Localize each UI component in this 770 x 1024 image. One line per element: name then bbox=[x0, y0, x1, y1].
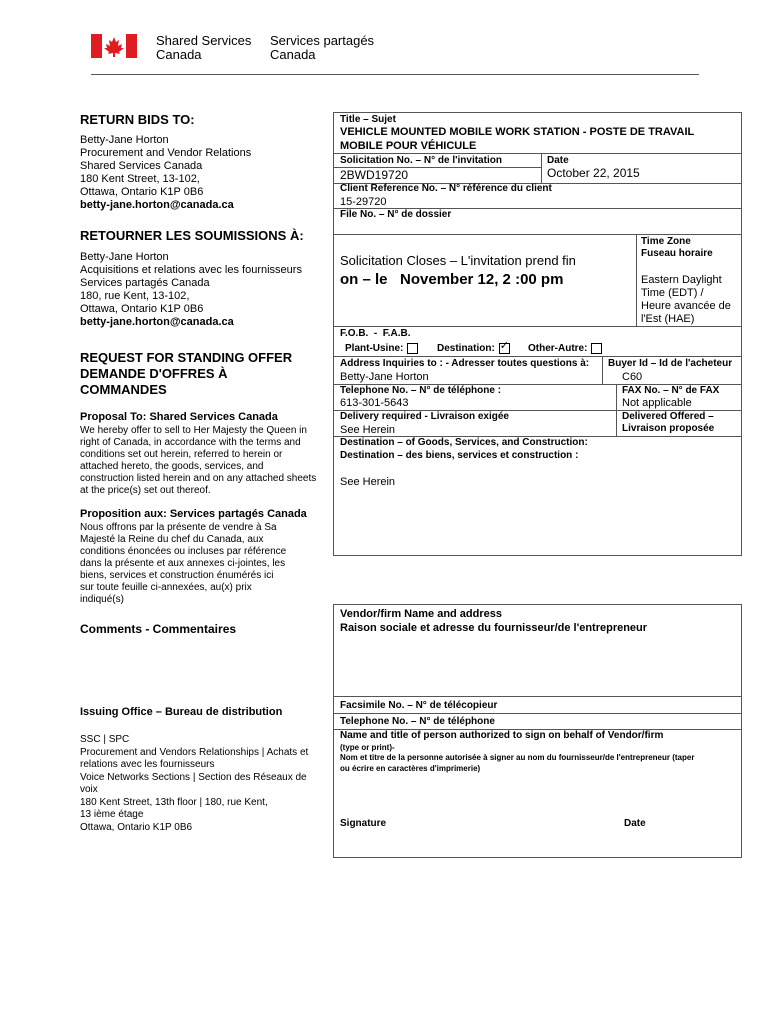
proposal-to-heading: Proposal To: Shared Services Canada bbox=[80, 411, 278, 423]
inquiries-value: Betty-Jane Horton bbox=[340, 371, 429, 383]
return-bids-heading: RETURN BIDS TO: bbox=[80, 112, 195, 127]
text-line: conditions énoncées ou incluses par référence bbox=[80, 546, 287, 557]
client-ref-label: Client Reference No. – N° référence du client bbox=[340, 183, 552, 194]
authorized-fr-line1: Nom et titre de la personne autorisée à signer au nom du fournisseur/de l'entrepreneur (taper bbox=[340, 753, 695, 762]
destination-option[interactable] bbox=[437, 343, 510, 355]
destination-goods-label-2: Destination – des biens, services et construction : bbox=[340, 450, 579, 461]
text-line: SSC | SPC bbox=[80, 734, 130, 745]
destination-goods-label-1: Destination – of Goods, Services, and Construction: bbox=[340, 437, 588, 448]
date-label: Date bbox=[547, 155, 569, 166]
text-line: conditions set out herein, referred to herein or bbox=[80, 449, 283, 460]
org-name-en bbox=[156, 34, 251, 62]
text-line: We hereby offer to sell to Her Majesty the Queen in bbox=[80, 425, 307, 436]
fob-label: F.O.B. - F.A.B. bbox=[340, 328, 411, 339]
proposition-heading: Proposition aux: Services partagés Canada bbox=[80, 508, 307, 520]
rule bbox=[333, 356, 742, 357]
fax-label: FAX No. – N° de FAX bbox=[622, 385, 720, 396]
other-autre-checkbox[interactable] bbox=[591, 343, 602, 354]
closes-value: on – le November 12, 2 :00 pm bbox=[340, 271, 564, 288]
destination-value: See Herein bbox=[340, 476, 396, 488]
heading-line: COMMANDES bbox=[80, 382, 167, 397]
rule bbox=[602, 356, 603, 384]
issuing-office-heading: Issuing Office – Bureau de distribution bbox=[80, 706, 283, 718]
authorized-fr-line2: ou écrire en caractères d'imprimerie) bbox=[340, 764, 481, 773]
text-line: 13 ième étage bbox=[80, 809, 144, 820]
text-line: sur toute feuille ci-annexées, au(x) prix bbox=[80, 582, 252, 593]
timezone-value bbox=[641, 274, 731, 326]
address-line: Ottawa, Ontario K1P 0B6 bbox=[80, 186, 204, 198]
text-line: 180 Kent Street, 13th floor | 180, rue Kent, bbox=[80, 796, 268, 808]
telephone-label: Telephone No. – N° de téléphone : bbox=[340, 385, 502, 396]
file-no-label: File No. – N° de dossier bbox=[340, 209, 452, 220]
org-fr-line2: Canada bbox=[270, 47, 316, 62]
delivery-required-value: See Herein bbox=[340, 424, 396, 436]
text-line: Ottawa, Ontario K1P 0B6 bbox=[80, 821, 193, 833]
solicitation-label: Solicitation No. – N° de l'invitation bbox=[340, 155, 502, 166]
client-ref-value: 15-29720 bbox=[340, 196, 387, 208]
inquiries-label: Address Inquiries to : - Adresser toutes questions à: bbox=[340, 358, 590, 369]
title-label: Title – Sujet bbox=[340, 114, 396, 125]
destination-checkbox[interactable] bbox=[499, 343, 510, 354]
retourner-address bbox=[80, 251, 302, 329]
timezone-label-2: Fuseau horaire bbox=[641, 248, 713, 259]
header-rule bbox=[91, 74, 699, 75]
destination-label: Destination: bbox=[437, 343, 495, 355]
address-line: Betty-Jane Horton bbox=[80, 134, 169, 146]
date-value: October 22, 2015 bbox=[547, 166, 640, 180]
heading-line: REQUEST FOR STANDING OFFER bbox=[80, 350, 293, 365]
text-line: dans la présente et aux annexes ci-jointes, les bbox=[80, 558, 286, 569]
canada-flag-logo bbox=[91, 34, 137, 58]
issuing-office-text bbox=[80, 734, 308, 834]
address-line: Acquisitions et relations avec les fournisseurs bbox=[80, 264, 302, 276]
authorized-type-print: (type or print)- bbox=[340, 743, 395, 752]
tz-line: Time (EDT) / bbox=[641, 287, 704, 299]
rule bbox=[333, 153, 742, 154]
rule bbox=[541, 153, 542, 183]
text-line: biens, services et construction énumérés ici bbox=[80, 570, 274, 581]
vendor-label-1: Vendor/firm Name and address bbox=[340, 608, 502, 620]
vendor-telephone-label: Telephone No. – N° de téléphone bbox=[340, 716, 495, 727]
address-line: Shared Services Canada bbox=[80, 160, 203, 172]
text-line: Nous offrons par la présente de vendre à Sa bbox=[80, 522, 277, 533]
text-line: relations avec les fournisseurs bbox=[80, 759, 215, 770]
heading-line: DEMANDE D'OFFRES À bbox=[80, 366, 228, 381]
retourner-heading: RETOURNER LES SOUMISSIONS À: bbox=[80, 228, 304, 243]
plant-usine-checkbox[interactable] bbox=[407, 343, 418, 354]
authorized-name-label: Name and title of person authorized to sign on behalf of Vendor/firm bbox=[340, 730, 664, 741]
proposal-to-text bbox=[80, 425, 316, 497]
return-bids-address bbox=[80, 134, 251, 212]
text-line: voix bbox=[80, 784, 98, 795]
rule bbox=[333, 326, 742, 327]
buyer-id-value: C60 bbox=[622, 371, 643, 383]
text-line: construction listed herein and on any attached sheets bbox=[80, 473, 317, 484]
address-line: Procurement and Vendor Relations bbox=[80, 147, 252, 159]
text-line: Procurement and Vendors Relationships | Achats et bbox=[80, 746, 309, 758]
plant-usine-label: Plant-Usine: bbox=[345, 343, 404, 355]
rule bbox=[333, 234, 742, 235]
org-en-line1: Shared Services bbox=[156, 33, 252, 48]
tz-line: Eastern Daylight bbox=[641, 274, 722, 286]
rule bbox=[333, 696, 742, 697]
tz-line: l'Est (HAE) bbox=[641, 313, 695, 325]
tz-line: Heure avancée de bbox=[641, 300, 731, 312]
org-name-fr bbox=[270, 34, 374, 62]
text-line: Voice Networks Sections | Section des Réseaux de bbox=[80, 771, 307, 783]
rule bbox=[333, 713, 742, 714]
title-line1: VEHICLE MOUNTED MOBILE WORK STATION - POSTE DE TRAVAIL bbox=[340, 126, 695, 138]
delivered-offered-label-2: Livraison proposée bbox=[622, 423, 715, 434]
vendor-label-2: Raison sociale et adresse du fournisseur/de l'entrepreneur bbox=[340, 622, 648, 634]
title-line2: MOBILE POUR VÉHICULE bbox=[340, 140, 477, 152]
address-line: 180 Kent Street, 13-102, bbox=[80, 173, 200, 185]
date2-label: Date bbox=[624, 818, 646, 829]
telephone-value: 613-301-5643 bbox=[340, 397, 409, 409]
delivered-offered-label-1: Delivered Offered – bbox=[622, 411, 714, 422]
org-fr-line1: Services partagés bbox=[270, 33, 375, 48]
text-line: indiqué(s) bbox=[80, 594, 124, 605]
closes-label: Solicitation Closes – L'invitation prend fin bbox=[340, 253, 576, 268]
proposition-text bbox=[80, 522, 286, 606]
comments-heading: Comments - Commentaires bbox=[80, 622, 237, 636]
delivery-required-label: Delivery required - Livraison exigée bbox=[340, 411, 509, 422]
signature-label: Signature bbox=[340, 818, 387, 829]
address-line: Betty-Jane Horton bbox=[80, 251, 169, 263]
other-autre-option[interactable] bbox=[528, 343, 602, 355]
retourner-email[interactable]: betty-jane.horton@canada.ca bbox=[80, 316, 234, 328]
address-line: Ottawa, Ontario K1P 0B6 bbox=[80, 303, 204, 315]
plant-usine-option[interactable] bbox=[345, 343, 418, 355]
rule bbox=[636, 234, 637, 326]
org-en-line2: Canada bbox=[156, 47, 202, 62]
timezone-label-1: Time Zone bbox=[641, 236, 691, 247]
address-line: 180, rue Kent, 13-102, bbox=[80, 290, 190, 302]
other-autre-label: Other-Autre: bbox=[528, 343, 588, 355]
text-line: at the price(s) set out thereof. bbox=[80, 485, 211, 496]
text-line: attached hereto, the goods, services, and bbox=[80, 461, 264, 472]
address-line: Services partagés Canada bbox=[80, 277, 210, 289]
fax-value: Not applicable bbox=[622, 397, 692, 409]
text-line: right of Canada, in accordance with the terms and bbox=[80, 437, 301, 448]
buyer-id-label: Buyer Id – Id de l'acheteur bbox=[608, 358, 733, 369]
return-bids-email[interactable]: betty-jane.horton@canada.ca bbox=[80, 199, 234, 211]
request-standing-offer-heading bbox=[80, 350, 292, 398]
solicitation-value: 2BWD19720 bbox=[340, 168, 409, 182]
text-line: Majesté la Reine du chef du Canada, aux bbox=[80, 534, 264, 545]
facsimile-label: Facsimile No. – N° de télécopieur bbox=[340, 700, 498, 711]
